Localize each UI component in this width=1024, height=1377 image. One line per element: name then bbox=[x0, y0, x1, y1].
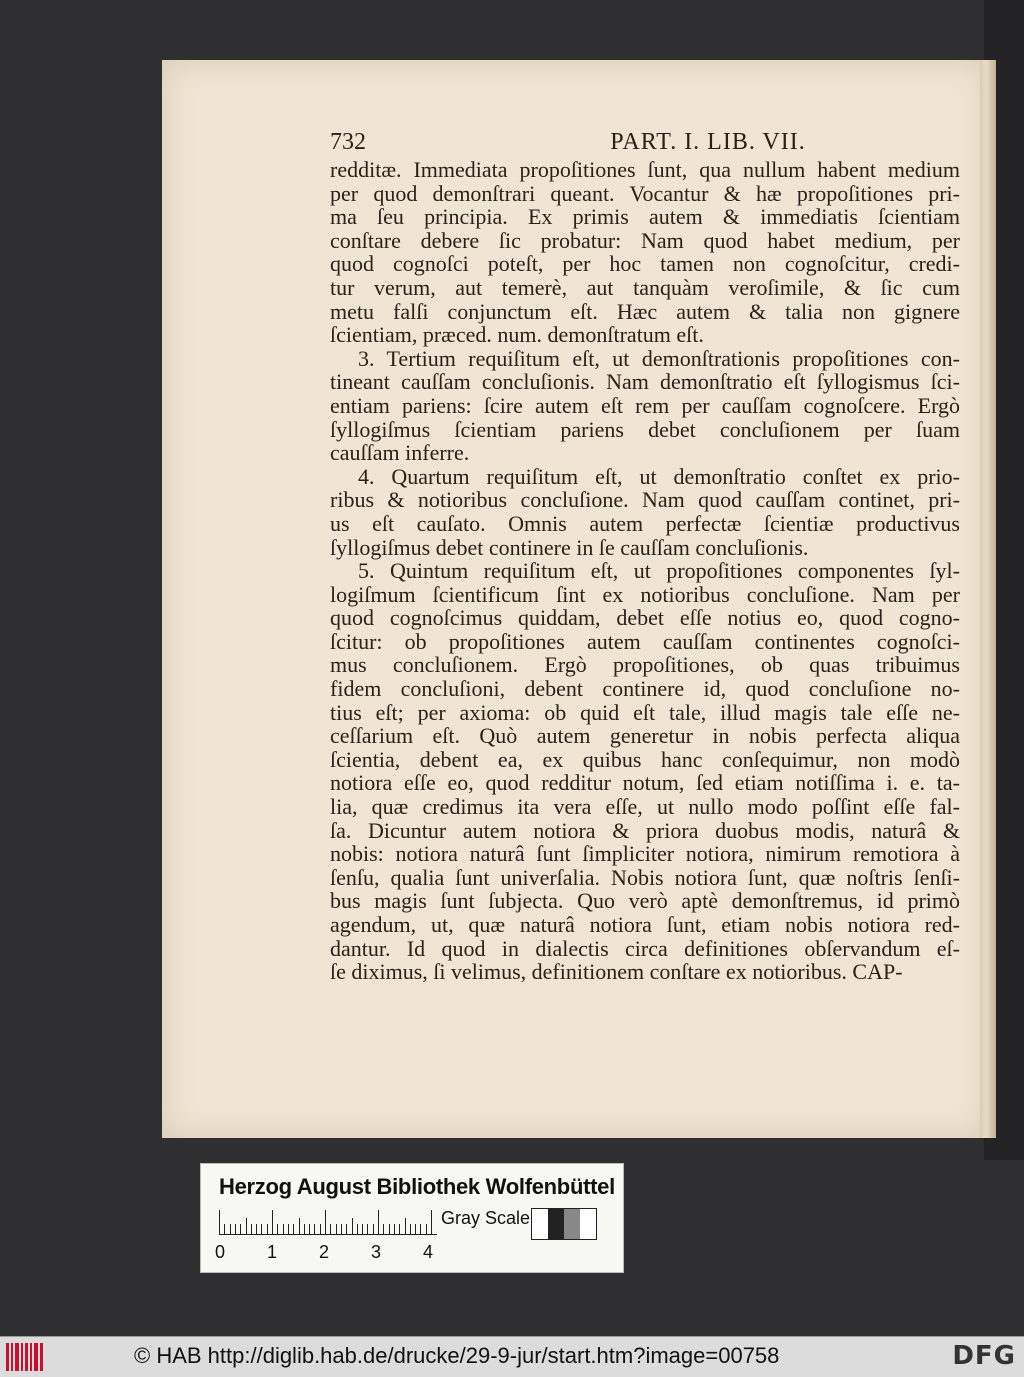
ruler-tick bbox=[399, 1224, 400, 1234]
text-line: mus concluſionem. Ergò propoſitiones, ob quas tribuimus bbox=[330, 652, 960, 678]
ruler-tick bbox=[320, 1224, 321, 1234]
ruler-tick bbox=[330, 1224, 331, 1234]
ruler-number: 2 bbox=[319, 1242, 330, 1262]
running-title: PART. I. LIB. VII. bbox=[610, 129, 806, 155]
text-line: quod cognoſcimus quiddam, debet eſſe notius eo, quod cogno- bbox=[330, 605, 960, 631]
text-line: per quod demonſtrari queant. Vocantur & hæ propoſitiones pri- bbox=[330, 180, 960, 206]
text-line: logiſmum ſcientificum ſint ex notioribus concluſione. Nam per bbox=[330, 581, 960, 607]
ruler-tick bbox=[224, 1224, 225, 1234]
text-line: 5. Quintum requiſitum eſt, ut propoſitiones componentes ſyl- bbox=[358, 558, 960, 584]
gray-scale-swatch bbox=[531, 1208, 597, 1240]
text-line: conſtare debere ſic probatur: Nam quod habet medium, per bbox=[330, 227, 960, 253]
text-line: us eſt cauſato. Omnis autem perfectæ ſcientiæ productivus bbox=[330, 510, 960, 536]
ruler-number: 3 bbox=[371, 1242, 382, 1262]
text-line: nobis: notiora naturâ ſunt ſimpliciter notiora, nimirum remotiora à bbox=[330, 841, 960, 867]
ruler-tick bbox=[219, 1210, 220, 1234]
page-edge bbox=[980, 60, 996, 1138]
ruler-tick bbox=[394, 1224, 395, 1234]
ruler-tick bbox=[272, 1210, 273, 1234]
ruler-tick bbox=[283, 1224, 284, 1234]
text-line: redditæ. Immediata propoſitiones ſunt, qua nullum habent medium bbox=[330, 157, 960, 182]
ruler-tick bbox=[341, 1224, 342, 1234]
ruler-tick bbox=[309, 1224, 310, 1234]
ruler-tick bbox=[362, 1224, 363, 1234]
ruler-tick bbox=[405, 1218, 406, 1234]
text-line: ſcientiam, præced. num. demonſtratum eſt. bbox=[330, 322, 704, 348]
ruler-tick bbox=[304, 1224, 305, 1234]
ruler-tick bbox=[415, 1224, 416, 1234]
ruler-tick bbox=[251, 1224, 252, 1234]
ruler-tick bbox=[314, 1224, 315, 1234]
text-line: ſa. Dicuntur autem notiora & priora duobus modis, naturâ & bbox=[330, 817, 960, 843]
text-line: tur verum, aut temerè, aut tanquàm veroſimile, & ſic cum bbox=[330, 274, 960, 300]
ruler-tick bbox=[383, 1224, 384, 1234]
text-line: tius eſt; per axioma: ob quid eſt tale, illud magis tale eſſe ne- bbox=[330, 699, 960, 725]
ruler-scale bbox=[219, 1210, 437, 1235]
text-line: dantur. Id quod in dialectis circa definitiones obſervandum eſ- bbox=[330, 935, 960, 961]
library-name: Herzog August Bibliothek Wolfenbüttel bbox=[219, 1174, 615, 1199]
text-line: tineant cauſſam concluſionis. Nam demonſtratio eſt ſyllogismus ſci- bbox=[330, 369, 960, 395]
ruler-tick bbox=[261, 1224, 262, 1234]
ruler-tick bbox=[373, 1224, 374, 1234]
ruler-tick bbox=[336, 1224, 337, 1234]
ruler-tick bbox=[346, 1224, 347, 1234]
text-line: metu falſi conjunctum eſt. Hæc autem & talia non gignere bbox=[330, 298, 960, 324]
text-line: agendum, ut, quæ naturâ notiora ſunt, etiam nobis notiora red- bbox=[330, 912, 960, 937]
footer-bar bbox=[0, 1336, 1024, 1377]
ruler-tick bbox=[256, 1224, 257, 1234]
ruler-tick bbox=[246, 1218, 247, 1234]
text-line: ſcitur: ob propoſitiones autem cauſſam continentes cognoſci- bbox=[330, 628, 960, 654]
ruler-tick bbox=[389, 1224, 390, 1234]
text-line: ſyllogiſmus ſcientiam pariens debet concluſionem per ſuam bbox=[330, 416, 960, 442]
ruler-tick bbox=[293, 1224, 294, 1234]
text-line: cauſſam inferre. bbox=[330, 440, 470, 466]
ruler-tick bbox=[267, 1224, 268, 1234]
ruler-tick bbox=[277, 1224, 278, 1234]
ruler-number: 1 bbox=[267, 1242, 278, 1262]
ruler-tick bbox=[299, 1218, 300, 1234]
text-line: ribus & notioribus concluſione. Nam quod cauſſam continet, pri- bbox=[330, 487, 960, 513]
text-line: lia, quæ credimus ita vera eſſe, ut nullo modo poſſint eſſe fal- bbox=[330, 794, 960, 820]
ruler-tick bbox=[426, 1224, 427, 1234]
text-line: ſcientia, debent ea, ex quibus hanc conſequimur, non modò bbox=[330, 746, 960, 772]
ruler-tick bbox=[431, 1210, 432, 1234]
ruler-tick bbox=[230, 1224, 231, 1234]
ruler-tick bbox=[352, 1218, 353, 1234]
text-line: 4. Quartum requiſitum eſt, ut demonſtratio conſtet ex prio- bbox=[358, 463, 960, 489]
text-line: ceſſarium eſt. Quò autem generetur in nobis perfecta aliqua bbox=[330, 723, 960, 749]
ruler-tick bbox=[367, 1224, 368, 1234]
ruler-number: 4 bbox=[423, 1242, 434, 1262]
text-line: quod cognoſci poteſt, per hoc tamen non cognoſcitur, credi- bbox=[330, 251, 960, 277]
ruler-tick bbox=[378, 1210, 379, 1234]
dfg-logo: DFG bbox=[952, 1341, 1016, 1371]
gray-scale-label: Gray Scale bbox=[441, 1208, 531, 1228]
text-line: bus magis ſunt ſubjecta. Quo verò aptè demonſtremus, id primò bbox=[330, 888, 960, 914]
ruler-number: 0 bbox=[215, 1242, 226, 1262]
text-line: ſe diximus, ſi velimus, definitionem conſtare ex notioribus. CAP- bbox=[330, 959, 903, 985]
running-head bbox=[330, 128, 960, 156]
text-line: entiam pariens: ſcire autem eſt rem per cauſſam cognoſcere. Ergò bbox=[330, 392, 960, 418]
ruler-tick bbox=[357, 1224, 358, 1234]
text-line: ma ſeu principia. Ex primis autem & immediatis ſcientiam bbox=[330, 204, 960, 230]
library-label bbox=[200, 1163, 624, 1273]
page-number: 732 bbox=[330, 129, 366, 155]
text-line: ſyllogiſmus debet continere in ſe cauſſam concluſionis. bbox=[330, 534, 809, 560]
hab-logo-icon bbox=[6, 1343, 46, 1371]
page-text bbox=[330, 128, 960, 984]
ruler-tick bbox=[240, 1224, 241, 1234]
ruler-tick bbox=[235, 1224, 236, 1234]
ruler-tick bbox=[288, 1224, 289, 1234]
text-line: notiora eſſe eo, quod redditur notum, ſed etiam notiſſima i. e. ta- bbox=[330, 770, 960, 796]
text-line: ſenſu, qualia ſunt univerſalia. Nobis notiora ſunt, quæ noſtris ſenſi- bbox=[330, 864, 960, 890]
ruler-tick bbox=[410, 1224, 411, 1234]
text-lines bbox=[330, 158, 960, 984]
ruler-tick bbox=[325, 1210, 326, 1234]
ruler-numbers bbox=[215, 1242, 445, 1262]
ruler-tick bbox=[420, 1224, 421, 1234]
copyright-link[interactable]: © HAB http://diglib.hab.de/drucke/29-9-jur/start.htm?image=00758 bbox=[134, 1343, 780, 1368]
text-line: fidem concluſioni, debent continere id, quod concluſione no- bbox=[330, 676, 960, 702]
text-line: 3. Tertium requiſitum eſt, ut demonſtrationis propoſitiones con- bbox=[358, 345, 960, 371]
